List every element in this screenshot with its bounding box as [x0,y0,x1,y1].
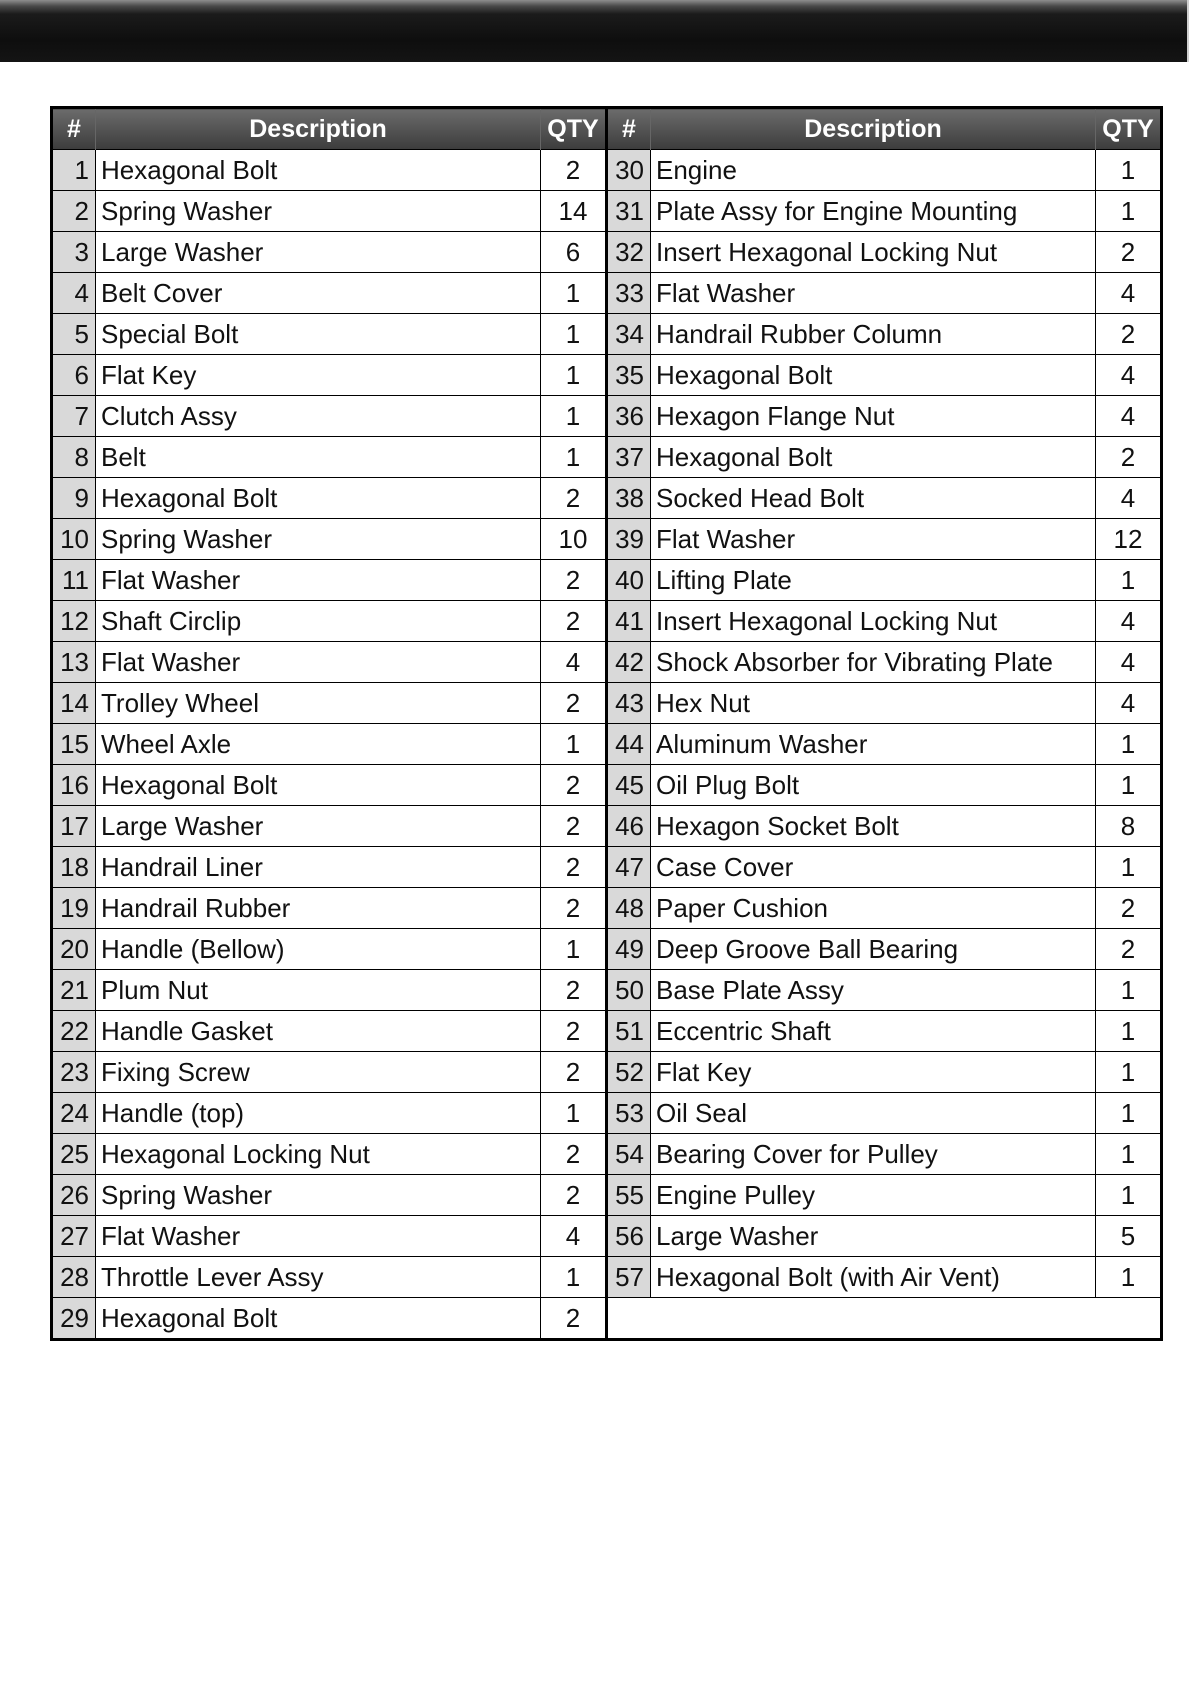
table-row [52,683,1162,724]
part-qty-cell: 4 [541,642,607,683]
part-num-cell: 43 [607,683,651,724]
column-header-qty-left: QTY [541,108,607,150]
table-row [52,314,1162,355]
table-row [52,478,1162,519]
table-row [52,806,1162,847]
table-row [52,1257,1162,1298]
part-description-cell: Throttle Lever Assy [96,1257,541,1298]
table-row [52,970,1162,1011]
part-description-cell: Deep Groove Ball Bearing [651,929,1096,970]
table-row [52,191,1162,232]
part-description-cell: Engine [651,150,1096,191]
table-row [52,1175,1162,1216]
part-qty-cell: 2 [541,1298,607,1340]
part-num-cell: 39 [607,519,651,560]
part-qty-cell: 1 [1096,1011,1162,1052]
part-description-cell: Large Washer [96,232,541,273]
part-qty-cell: 1 [541,929,607,970]
column-header-num-right: # [607,108,651,150]
part-qty-cell: 1 [1096,560,1162,601]
part-description-cell: Shaft Circlip [96,601,541,642]
part-description-cell: Oil Plug Bolt [651,765,1096,806]
part-description-cell: Flat Washer [96,1216,541,1257]
part-num-cell: 29 [52,1298,96,1340]
part-num-cell: 13 [52,642,96,683]
part-qty-cell: 2 [541,888,607,929]
part-num-cell: 26 [52,1175,96,1216]
part-num-cell: 4 [52,273,96,314]
table-row [52,560,1162,601]
part-qty-cell: 8 [1096,806,1162,847]
part-num-cell: 12 [52,601,96,642]
part-num-cell: 49 [607,929,651,970]
column-header-description-left: Description [96,108,541,150]
part-num-cell: 2 [52,191,96,232]
part-num-cell: 25 [52,1134,96,1175]
part-num-cell: 41 [607,601,651,642]
part-num-cell: 19 [52,888,96,929]
empty-cell [607,1298,1162,1340]
table-row [52,1011,1162,1052]
part-description-cell: Flat Washer [651,273,1096,314]
part-num-cell: 42 [607,642,651,683]
part-num-cell: 11 [52,560,96,601]
part-description-cell: Paper Cushion [651,888,1096,929]
part-qty-cell: 1 [541,355,607,396]
table-row [52,888,1162,929]
part-qty-cell: 2 [541,847,607,888]
part-num-cell: 38 [607,478,651,519]
part-qty-cell: 1 [541,724,607,765]
table-row [52,232,1162,273]
table-header-row [52,108,1162,150]
part-qty-cell: 1 [1096,1257,1162,1298]
part-qty-cell: 6 [541,232,607,273]
part-description-cell: Eccentric Shaft [651,1011,1096,1052]
table-row [52,929,1162,970]
part-num-cell: 46 [607,806,651,847]
part-num-cell: 23 [52,1052,96,1093]
part-num-cell: 50 [607,970,651,1011]
part-description-cell: Handle (Bellow) [96,929,541,970]
part-qty-cell: 2 [541,150,607,191]
table-row [52,273,1162,314]
part-num-cell: 33 [607,273,651,314]
part-num-cell: 55 [607,1175,651,1216]
table-row [52,150,1162,191]
table-row [52,1134,1162,1175]
part-num-cell: 9 [52,478,96,519]
part-num-cell: 27 [52,1216,96,1257]
part-qty-cell: 4 [541,1216,607,1257]
part-description-cell: Base Plate Assy [651,970,1096,1011]
part-description-cell: Socked Head Bolt [651,478,1096,519]
part-description-cell: Spring Washer [96,191,541,232]
part-num-cell: 8 [52,437,96,478]
part-qty-cell: 2 [541,970,607,1011]
column-header-qty-right: QTY [1096,108,1162,150]
part-description-cell: Hexagonal Bolt [96,765,541,806]
part-description-cell: Aluminum Washer [651,724,1096,765]
part-num-cell: 47 [607,847,651,888]
part-description-cell: Trolley Wheel [96,683,541,724]
table-row [52,1052,1162,1093]
part-qty-cell: 5 [1096,1216,1162,1257]
part-qty-cell: 2 [541,1175,607,1216]
part-description-cell: Hexagonal Bolt [96,150,541,191]
part-num-cell: 56 [607,1216,651,1257]
table-row [52,724,1162,765]
part-description-cell: Flat Washer [651,519,1096,560]
part-qty-cell: 1 [1096,847,1162,888]
part-description-cell: Wheel Axle [96,724,541,765]
part-num-cell: 37 [607,437,651,478]
part-qty-cell: 1 [541,1093,607,1134]
part-qty-cell: 1 [1096,1093,1162,1134]
part-description-cell: Large Washer [96,806,541,847]
part-qty-cell: 4 [1096,355,1162,396]
part-qty-cell: 2 [1096,888,1162,929]
part-description-cell: Hexagonal Bolt [651,355,1096,396]
part-qty-cell: 1 [1096,150,1162,191]
part-description-cell: Insert Hexagonal Locking Nut [651,232,1096,273]
part-qty-cell: 4 [1096,683,1162,724]
part-qty-cell: 2 [541,765,607,806]
part-description-cell: Bearing Cover for Pulley [651,1134,1096,1175]
part-qty-cell: 2 [541,560,607,601]
part-description-cell: Special Bolt [96,314,541,355]
part-description-cell: Engine Pulley [651,1175,1096,1216]
table-row [52,519,1162,560]
part-qty-cell: 4 [1096,601,1162,642]
part-qty-cell: 1 [1096,970,1162,1011]
part-description-cell: Hex Nut [651,683,1096,724]
part-qty-cell: 4 [1096,396,1162,437]
part-num-cell: 54 [607,1134,651,1175]
part-qty-cell: 4 [1096,273,1162,314]
part-qty-cell: 1 [541,314,607,355]
part-num-cell: 34 [607,314,651,355]
part-num-cell: 57 [607,1257,651,1298]
part-description-cell: Hexagonal Bolt (with Air Vent) [651,1257,1096,1298]
part-description-cell: Lifting Plate [651,560,1096,601]
part-num-cell: 40 [607,560,651,601]
part-qty-cell: 2 [1096,929,1162,970]
part-description-cell: Handrail Rubber Column [651,314,1096,355]
part-num-cell: 16 [52,765,96,806]
table-row [52,1298,1162,1340]
part-description-cell: Hexagonal Bolt [651,437,1096,478]
part-num-cell: 24 [52,1093,96,1134]
part-num-cell: 18 [52,847,96,888]
part-description-cell: Plate Assy for Engine Mounting [651,191,1096,232]
part-description-cell: Shock Absorber for Vibrating Plate [651,642,1096,683]
table-row [52,642,1162,683]
part-description-cell: Handrail Liner [96,847,541,888]
part-description-cell: Hexagonal Bolt [96,478,541,519]
column-header-num-left: # [52,108,96,150]
part-description-cell: Hexagon Flange Nut [651,396,1096,437]
part-qty-cell: 12 [1096,519,1162,560]
part-description-cell: Oil Seal [651,1093,1096,1134]
part-description-cell: Hexagonal Bolt [96,1298,541,1340]
part-qty-cell: 10 [541,519,607,560]
part-qty-cell: 2 [1096,314,1162,355]
part-num-cell: 52 [607,1052,651,1093]
part-num-cell: 3 [52,232,96,273]
part-qty-cell: 2 [1096,437,1162,478]
part-qty-cell: 2 [541,1011,607,1052]
table-row [52,601,1162,642]
part-qty-cell: 4 [1096,478,1162,519]
part-qty-cell: 2 [1096,232,1162,273]
part-description-cell: Flat Washer [96,560,541,601]
part-description-cell: Fixing Screw [96,1052,541,1093]
part-description-cell: Flat Key [96,355,541,396]
part-num-cell: 30 [607,150,651,191]
part-qty-cell: 1 [1096,724,1162,765]
part-qty-cell: 2 [541,806,607,847]
part-num-cell: 31 [607,191,651,232]
part-qty-cell: 1 [1096,191,1162,232]
part-qty-cell: 1 [541,273,607,314]
part-description-cell: Spring Washer [96,1175,541,1216]
table-row [52,847,1162,888]
part-qty-cell: 1 [1096,1134,1162,1175]
part-qty-cell: 1 [541,437,607,478]
part-num-cell: 5 [52,314,96,355]
part-qty-cell: 1 [541,396,607,437]
part-description-cell: Belt Cover [96,273,541,314]
part-qty-cell: 14 [541,191,607,232]
part-description-cell: Hexagon Socket Bolt [651,806,1096,847]
part-num-cell: 32 [607,232,651,273]
part-num-cell: 1 [52,150,96,191]
table-row [52,765,1162,806]
part-description-cell: Flat Key [651,1052,1096,1093]
table-row [52,396,1162,437]
part-description-cell: Spring Washer [96,519,541,560]
part-qty-cell: 1 [1096,1175,1162,1216]
part-description-cell: Case Cover [651,847,1096,888]
part-description-cell: Plum Nut [96,970,541,1011]
part-description-cell: Insert Hexagonal Locking Nut [651,601,1096,642]
part-qty-cell: 1 [1096,1052,1162,1093]
part-qty-cell: 2 [541,478,607,519]
part-num-cell: 15 [52,724,96,765]
part-qty-cell: 1 [541,1257,607,1298]
part-description-cell: Belt [96,437,541,478]
part-num-cell: 48 [607,888,651,929]
table-row [52,1216,1162,1257]
part-num-cell: 17 [52,806,96,847]
part-num-cell: 21 [52,970,96,1011]
table-row [52,437,1162,478]
table-row [52,1093,1162,1134]
part-description-cell: Handrail Rubber [96,888,541,929]
part-num-cell: 45 [607,765,651,806]
part-num-cell: 7 [52,396,96,437]
part-num-cell: 44 [607,724,651,765]
part-qty-cell: 2 [541,601,607,642]
part-description-cell: Handle (top) [96,1093,541,1134]
part-num-cell: 51 [607,1011,651,1052]
part-num-cell: 22 [52,1011,96,1052]
part-qty-cell: 1 [1096,765,1162,806]
part-num-cell: 20 [52,929,96,970]
table-row [52,355,1162,396]
part-num-cell: 14 [52,683,96,724]
header-bar [0,0,1189,62]
part-qty-cell: 2 [541,1052,607,1093]
part-qty-cell: 2 [541,1134,607,1175]
part-num-cell: 35 [607,355,651,396]
part-num-cell: 28 [52,1257,96,1298]
part-num-cell: 53 [607,1093,651,1134]
part-qty-cell: 4 [1096,642,1162,683]
part-description-cell: Clutch Assy [96,396,541,437]
part-num-cell: 6 [52,355,96,396]
part-description-cell: Handle Gasket [96,1011,541,1052]
part-description-cell: Large Washer [651,1216,1096,1257]
part-description-cell: Flat Washer [96,642,541,683]
part-num-cell: 36 [607,396,651,437]
parts-list-table [50,106,1163,1341]
column-header-description-right: Description [651,108,1096,150]
part-num-cell: 10 [52,519,96,560]
part-description-cell: Hexagonal Locking Nut [96,1134,541,1175]
part-qty-cell: 2 [541,683,607,724]
